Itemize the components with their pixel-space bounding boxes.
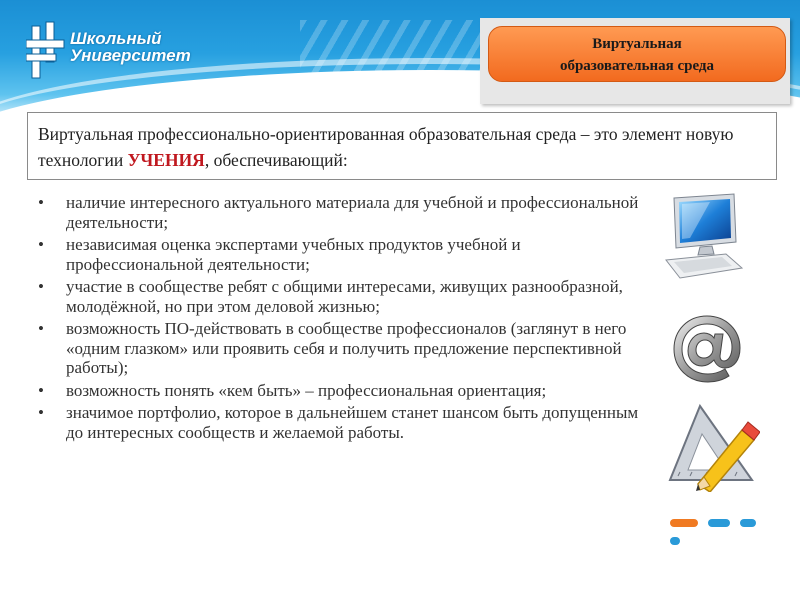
list-item-text: возможность понять «кем быть» – профессиональная ориентация; [66, 380, 547, 400]
list-item [30, 381, 650, 401]
bullet-marker: • [38, 319, 44, 338]
list-item-text: наличие интересного актуального материала для учебной и профессиональной деятельности; [66, 193, 639, 232]
page-title-line2: образовательная среда [559, 58, 715, 74]
page-title [488, 26, 786, 82]
list-item-text: независимая оценка экспертами учебных продуктов учебной и профессиональной деятельности; [66, 235, 521, 274]
list-item [30, 319, 650, 378]
computer-icon [660, 190, 750, 285]
bullet-marker: • [38, 403, 44, 422]
list-item [30, 403, 650, 442]
footer-dash [740, 519, 756, 527]
list-item-text: возможность ПО-действовать в сообществе профессионалов (заглянут в него «одним глазком» или проявить себя и получить предложение перспективной работы); [66, 319, 627, 377]
definition-text-after: , обеспечивающий: [204, 150, 348, 170]
definition-text-before: Виртуальная профессионально-ориентированная образовательная среда – это элемент новую технологии [38, 124, 734, 170]
bullet-marker: • [38, 277, 44, 296]
logo-mark-icon [26, 20, 66, 82]
definition-highlight: УЧЕНИЯ [127, 150, 205, 170]
page-title-line1: Виртуальная [592, 36, 682, 52]
footer-dash [670, 519, 698, 527]
footer-dash [670, 537, 680, 545]
bullet-marker: • [38, 193, 44, 212]
definition-box [27, 112, 777, 180]
bullet-list [30, 193, 650, 445]
list-item-text: значимое портфолио, которое в дальнейшем станет шансом быть допущенным до интересных сообществ и желаемой работы. [66, 403, 639, 442]
list-item [30, 193, 650, 232]
list-item [30, 235, 650, 274]
logo-line2: Университет [70, 46, 191, 65]
bullet-marker: • [38, 235, 44, 254]
logo-line1: Школьный [70, 29, 162, 48]
pencil-ruler-icon [660, 400, 760, 492]
list-item [30, 277, 650, 316]
at-sign-icon [668, 310, 746, 388]
logo [26, 20, 196, 84]
list-item-text: участие в сообществе ребят с общими интересами, живущих разнообразной, молодёжной, но при этом деловой жизнью; [66, 277, 623, 316]
footer-decoration [670, 514, 780, 528]
logo-text [70, 30, 191, 64]
bullet-marker: • [38, 380, 44, 400]
footer-dash [708, 519, 730, 527]
